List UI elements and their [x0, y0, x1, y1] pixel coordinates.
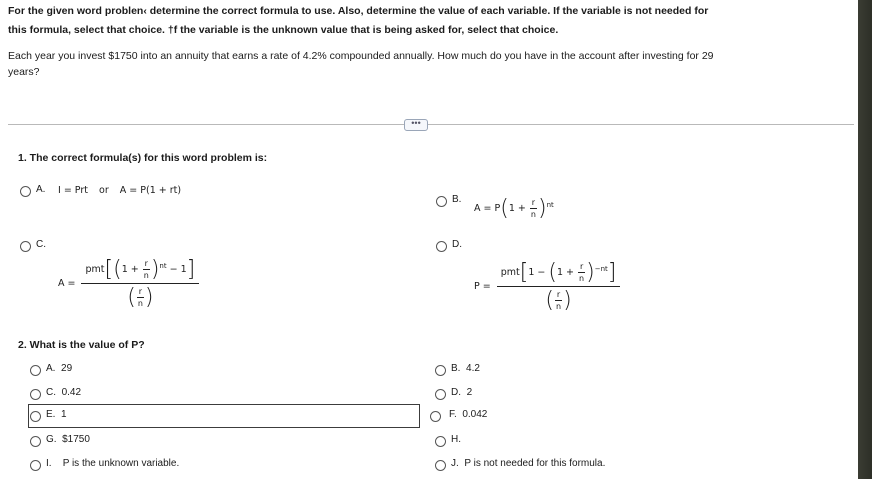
formula-b-inner: 1 +	[508, 203, 526, 214]
q2-option-b-radio[interactable]	[435, 365, 446, 376]
q2-option-e[interactable]: E. 1	[46, 409, 67, 420]
formula-c-lhs: A =	[58, 278, 76, 289]
question-2-title: 2. What is the value of P?	[18, 339, 145, 351]
q1-option-a-formula	[58, 185, 181, 196]
q2-option-d-radio[interactable]	[435, 389, 446, 400]
q1-option-d-letter: D.	[452, 239, 462, 250]
question-1-title: 1. The correct formula(s) for this word problem is:	[18, 152, 268, 164]
expand-more-button[interactable]: •••	[404, 119, 428, 131]
formula-b-rate-fraction: $\frac{r}{n}$	[530, 198, 536, 219]
dark-edge-strip	[858, 0, 872, 479]
q1-option-b-formula: A = P(1 + $\frac{r}{n}$ )$^{nt}$	[474, 196, 554, 221]
formula-c-main-fraction: pmt[(1 + $\frac{r}{n}$ )$^{nt}$ − 1] ( $\frac{r}{n}$ )	[81, 258, 199, 309]
q1-option-c-letter: C.	[36, 239, 46, 250]
instructions-line-1: For the given word problen‹ determine the correct formula to use. Also, determine the value of each variable. If the variable is not needed for	[8, 5, 709, 17]
q1-option-d-formula	[474, 261, 620, 312]
q1-option-c-radio[interactable]	[20, 241, 31, 252]
q1-option-b-letter: B.	[452, 194, 462, 205]
q2-option-f[interactable]: F. 0.042	[449, 409, 488, 420]
q2-option-a[interactable]: A. 29	[46, 363, 73, 374]
formula-d-lhs: P =	[474, 281, 491, 292]
problem-line-1: Each year you invest $1750 into an annuity that earns a rate of 4.2% compounded annually. How much do you have in the account after investing for 29	[8, 50, 714, 62]
q2-option-c-radio[interactable]	[30, 389, 41, 400]
q2-option-i-radio[interactable]	[30, 460, 41, 471]
q2-option-h-radio[interactable]	[435, 436, 446, 447]
q1-option-d-radio[interactable]	[436, 241, 447, 252]
q2-option-d[interactable]: D. 2	[451, 387, 473, 398]
problem-line-2: years?	[8, 66, 40, 78]
q1-option-b-radio[interactable]	[436, 196, 447, 207]
selected-answer-box	[28, 404, 420, 428]
formula-b-lhs: A = P	[474, 203, 501, 214]
q2-option-j[interactable]: J. P is not needed for this formula.	[451, 458, 606, 469]
q2-option-a-radio[interactable]	[30, 365, 41, 376]
formula-simple-interest: I = Prt	[58, 185, 88, 196]
q2-option-g[interactable]: G. $1750	[46, 434, 90, 445]
q2-option-b[interactable]: B. 4.2	[451, 363, 480, 374]
q1-option-a-letter: A.	[36, 184, 46, 195]
formula-compound-simple: A = P(1 + rt)	[119, 185, 182, 196]
q2-option-c[interactable]: C. 0.42	[46, 387, 82, 398]
formula-d-main-fraction: pmt[1 − (1 + $\frac{r}{n}$ )$^{-nt}$] ( $\frac{r}{n}$ )	[497, 261, 621, 312]
q2-option-g-radio[interactable]	[30, 436, 41, 447]
q2-option-i[interactable]: I. P is the unknown variable.	[46, 458, 180, 469]
q2-option-e-radio[interactable]	[30, 411, 41, 422]
section-divider	[8, 124, 854, 125]
q1-option-c-formula	[58, 258, 199, 309]
instructions-line-2: this formula, select that choice. †f the variable is the unknown value that is being asked for, select that choice.	[8, 24, 559, 36]
q1-option-a-radio[interactable]	[20, 186, 31, 197]
formula-or-text: or	[99, 185, 109, 196]
q2-option-f-radio[interactable]	[430, 411, 441, 422]
formula-b-exponent: nt	[546, 200, 554, 209]
q2-option-j-radio[interactable]	[435, 460, 446, 471]
q2-option-h[interactable]: H.	[451, 434, 461, 445]
